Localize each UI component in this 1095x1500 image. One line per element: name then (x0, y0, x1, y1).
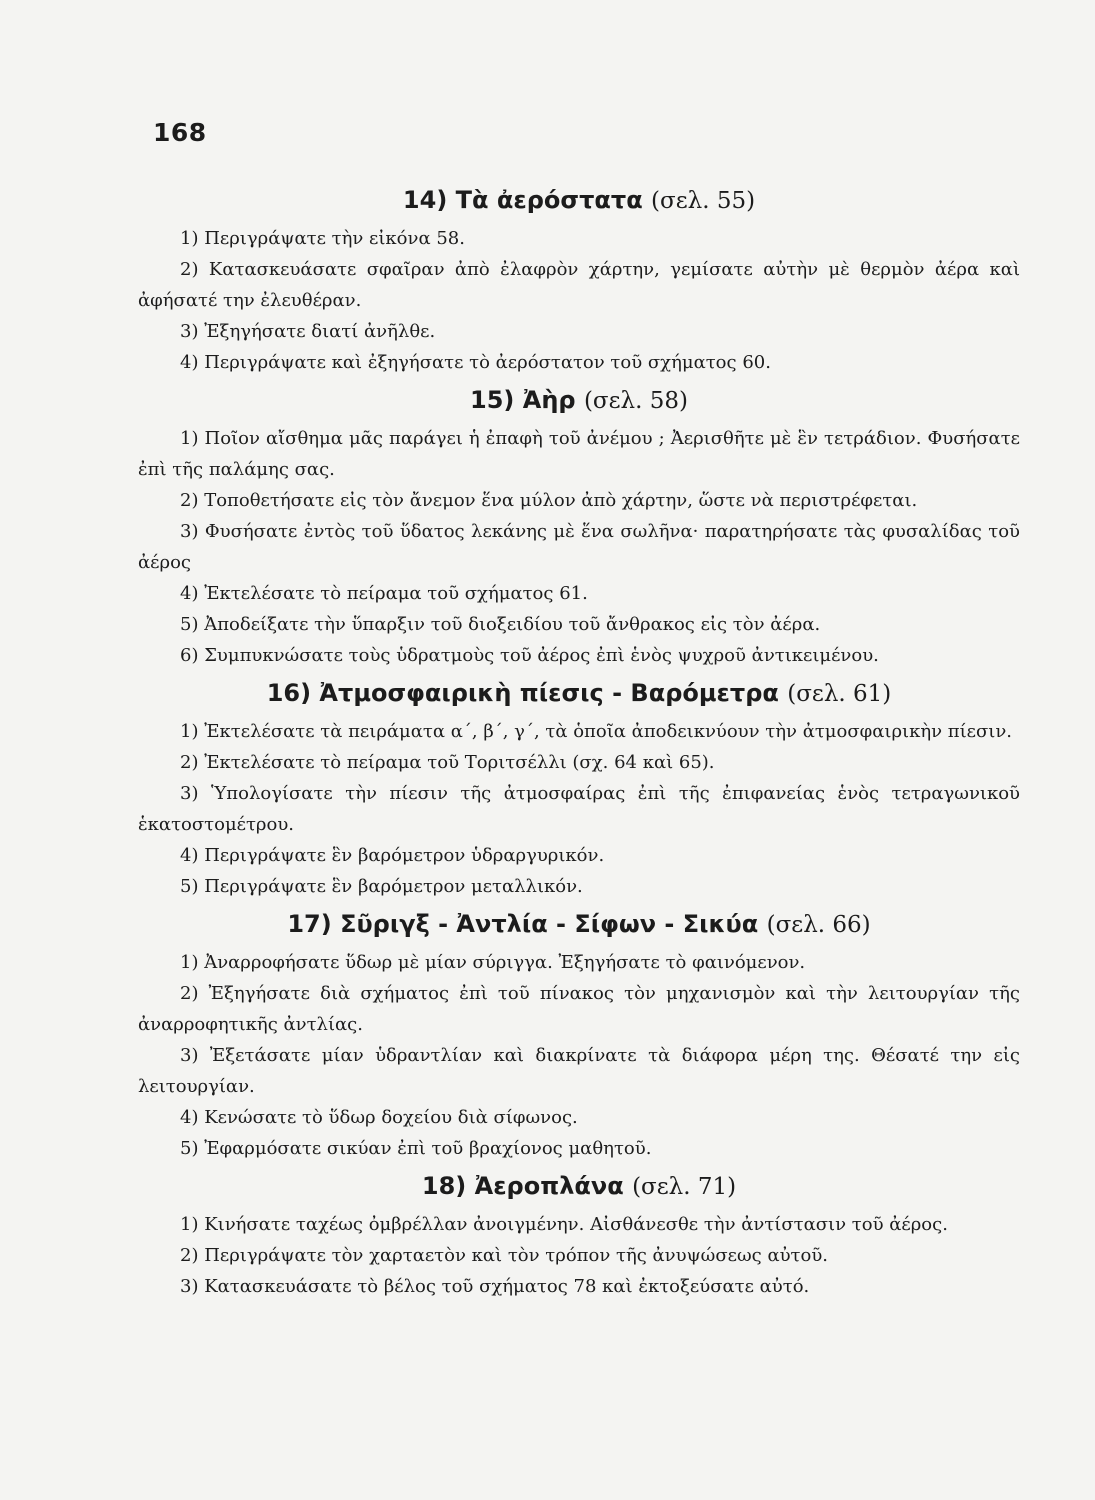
exercise-item: 1) Ἐκτελέσατε τὰ πειράματα α΄, β΄, γ΄, τὰ ὁποῖα ἀποδεικνύουν τὴν ἀτμοσφαιρικὴν πίεσιν. (180, 721, 1012, 742)
page-reference: (σελ. 58) (583, 388, 688, 414)
exercise-item: 3) Φυσήσατε ἐντὸς τοῦ ὕδατος λεκάνης μὲ ἕνα σωλῆνα· παρατηρήσατε τὰς φυσαλίδας τοῦ ἀέρος (138, 521, 1020, 573)
exercise-item: 4) Περιγράψατε καὶ ἐξηγήσατε τὸ ἀερόστατον τοῦ σχήματος 60. (180, 352, 771, 373)
exercise-item: 2) Ἐξηγήσατε διὰ σχήματος ἐπὶ τοῦ πίνακος τὸν μηχανισμὸν καὶ τὴν λειτουργίαν τῆς ἀναρροφητικῆς ἀντλίας. (138, 983, 1020, 1035)
exercise-item: 4) Ἐκτελέσατε τὸ πείραμα τοῦ σχήματος 61. (180, 583, 588, 604)
page-reference: (σελ. 71) (632, 1174, 737, 1200)
exercise-item: 1) Ἀναρροφήσατε ὕδωρ μὲ μίαν σύριγγα. Ἐξηγήσατε τὸ φαινόμενον. (180, 952, 806, 973)
exercise-item: 5) Περιγράψατε ἓν βαρόμετρον μεταλλικόν. (180, 876, 583, 897)
page-reference: (σελ. 61) (787, 681, 892, 707)
section-title (138, 671, 1020, 716)
page-reference: (σελ. 66) (766, 912, 871, 938)
exercise-item: 1) Περιγράψατε τὴν εἰκόνα 58. (180, 228, 465, 249)
section-16-atmospheric-pressure (138, 671, 1020, 902)
exercise-item: 3) Ἐξηγήσατε διατί ἀνῆλθε. (180, 321, 436, 342)
exercise-item: 1) Ποῖον αἴσθημα μᾶς παράγει ἡ ἐπαφὴ τοῦ ἀνέμου ; Ἀερισθῆτε μὲ ἓν τετράδιον. Φυσήσατε ἐπὶ τῆς παλάμης σας. (138, 428, 1020, 480)
section-heading: 17) Σῦριγξ - Ἀντλία - Σίφων - Σικύα (287, 910, 759, 938)
exercise-item: 5) Ἐφαρμόσατε σικύαν ἐπὶ τοῦ βραχίονος μαθητοῦ. (180, 1138, 652, 1159)
exercise-item: 3) Κατασκευάσατε τὸ βέλος τοῦ σχήματος 78 καὶ ἐκτοξεύσατε αὐτό. (180, 1276, 810, 1297)
page-content (138, 178, 1020, 1302)
exercise-item: 3) Ἐξετάσατε μίαν ὑδραντλίαν καὶ διακρίνατε τὰ διάφορα μέρη της. Θέσατέ την εἰς λειτουργίαν. (138, 1045, 1020, 1097)
exercise-item: 2) Κατασκευάσατε σφαῖραν ἀπὸ ἐλαφρὸν χάρτην, γεμίσατε αὐτὴν μὲ θερμὸν ἀέρα καὶ ἀφήσατέ την ἐλευθέραν. (138, 259, 1020, 311)
exercise-item: 2) Ἐκτελέσατε τὸ πείραμα τοῦ Τοριτσέλλι (σχ. 64 καὶ 65). (180, 752, 715, 773)
section-14-aerostats (138, 178, 1020, 378)
section-heading: 15) Ἀὴρ (470, 386, 576, 414)
exercise-item: 4) Κενώσατε τὸ ὕδωρ δοχείου διὰ σίφωνος. (180, 1107, 578, 1128)
page-number: 168 (153, 118, 207, 147)
exercise-item: 5) Ἀποδείξατε τὴν ὕπαρξιν τοῦ διοξειδίου τοῦ ἄνθρακος εἰς τὸν ἀέρα. (180, 614, 821, 635)
exercise-item: 2) Τοποθετήσατε εἰς τὸν ἄνεμον ἕνα μύλον ἀπὸ χάρτην, ὥστε νὰ περιστρέφεται. (180, 490, 918, 511)
exercise-item: 1) Κινήσατε ταχέως ὀμβρέλλαν ἀνοιγμένην. Αἰσθάνεσθε τὴν ἀντίστασιν τοῦ ἀέρος. (180, 1214, 948, 1235)
section-18-airplanes (138, 1164, 1020, 1302)
section-title (138, 378, 1020, 423)
exercise-item: 3) Ὑπολογίσατε τὴν πίεσιν τῆς ἀτμοσφαίρας ἐπὶ τῆς ἐπιφανείας ἑνὸς τετραγωνικοῦ ἑκατοστομέτρου. (138, 783, 1020, 835)
exercise-item: 4) Περιγράψατε ἓν βαρόμετρον ὑδραργυρικόν. (180, 845, 605, 866)
exercise-item: 2) Περιγράψατε τὸν χαρταετὸν καὶ τὸν τρόπον τῆς ἀνυψώσεως αὐτοῦ. (180, 1245, 829, 1266)
section-heading: 18) Ἀεροπλάνα (421, 1172, 624, 1200)
section-17-syringe-pump-siphon (138, 902, 1020, 1164)
section-title (138, 1164, 1020, 1209)
section-15-air (138, 378, 1020, 671)
section-heading: 16) Ἀτμοσφαιρικὴ πίεσις - Βαρόμετρα (266, 679, 779, 707)
exercise-item: 6) Συμπυκνώσατε τοὺς ὑδρατμοὺς τοῦ ἀέρος ἐπὶ ἑνὸς ψυχροῦ ἀντικειμένου. (180, 645, 879, 666)
section-heading: 14) Τὰ ἀερόστατα (402, 186, 643, 214)
section-title (138, 902, 1020, 947)
section-title (138, 178, 1020, 223)
page-reference: (σελ. 55) (651, 188, 756, 214)
